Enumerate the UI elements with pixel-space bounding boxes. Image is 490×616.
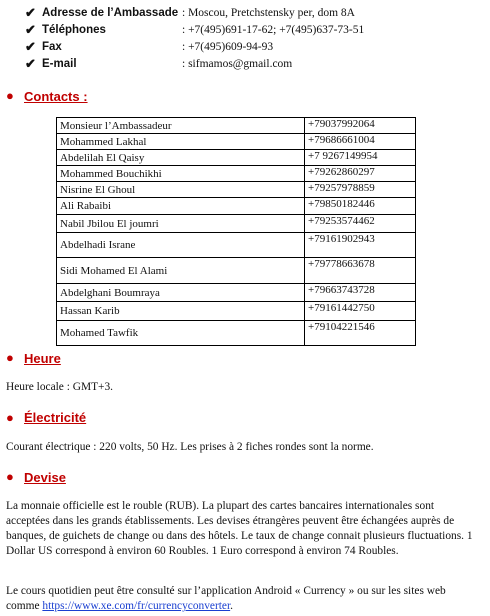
info-row-fax (25, 38, 273, 55)
info-row-address (25, 4, 355, 21)
electricite-heading: Électricité (24, 410, 87, 425)
contact-name: Abdelhadi Israne (57, 233, 305, 258)
currency-converter-link[interactable]: https://www.xe.com/fr/currencyconverter (42, 600, 231, 612)
table-row (57, 215, 416, 233)
table-row (57, 233, 416, 258)
info-row-phones (25, 21, 364, 38)
info-row-email (25, 55, 292, 72)
heure-heading: Heure (24, 351, 61, 366)
table-row (57, 150, 416, 166)
table-row (57, 198, 416, 215)
contact-name: Abdelilah El Qaisy (57, 150, 305, 166)
contact-phone: +79663743728 (305, 284, 416, 302)
contact-name: Sidi Mohamed El Alami (57, 258, 305, 284)
info-value: : +7(495)691-17-62; +7(495)637-73-51 (182, 23, 365, 36)
contact-name: Mohammed Bouchikhi (57, 166, 305, 182)
checkmark-icon: ✔ (25, 21, 36, 37)
contact-phone: +79262860297 (305, 166, 416, 182)
contact-name: Hassan Karib (57, 302, 305, 321)
devise-text-2-prefix: Le cours quotidien peut être consulté sur l’application Android « Currency » ou sur les sites web comme (6, 585, 446, 612)
electricite-text: Courant électrique : 220 volts, 50 Hz. Les prises à 2 fiches rondes sont la norme. (6, 441, 374, 453)
contact-phone: +79850182446 (305, 198, 416, 215)
bullet-icon: ● (6, 88, 14, 103)
contact-name: Ali Rabaibi (57, 198, 305, 215)
contact-phone: +79161902943 (305, 233, 416, 258)
contact-phone: +79253574462 (305, 215, 416, 233)
info-label: E-mail (42, 57, 77, 70)
heure-text: Heure locale : GMT+3. (6, 381, 114, 393)
table-row (57, 134, 416, 150)
contact-name: Abdelghani Boumraya (57, 284, 305, 302)
info-label: Téléphones (42, 23, 106, 36)
devise-text-2 (6, 584, 480, 614)
checkmark-icon: ✔ (25, 38, 36, 54)
table-row (57, 284, 416, 302)
table-row (57, 302, 416, 321)
checkmark-icon: ✔ (25, 4, 36, 20)
contact-phone: +79686661004 (305, 134, 416, 150)
contact-phone: +79257978859 (305, 182, 416, 198)
devise-text-2-suffix: . (230, 600, 234, 612)
checkmark-icon: ✔ (25, 55, 36, 71)
bullet-icon: ● (6, 469, 14, 484)
bullet-icon: ● (6, 350, 14, 365)
table-row (57, 118, 416, 134)
contact-name: Monsieur l’Ambassadeur (57, 118, 305, 134)
contact-phone: +79104221546 (305, 321, 416, 346)
table-row (57, 166, 416, 182)
info-value: : Moscou, Pretchstensky per, dom 8A (182, 6, 355, 19)
contact-phone: +7 9267149954 (305, 150, 416, 166)
table-row (57, 182, 416, 198)
contact-phone: +79778663678 (305, 258, 416, 284)
contacts-heading: Contacts : (24, 89, 88, 104)
info-label: Fax (42, 40, 62, 53)
contact-name: Mohammed Lakhal (57, 134, 305, 150)
contact-phone: +79161442750 (305, 302, 416, 321)
contact-name: Mohamed Tawfik (57, 321, 305, 346)
contact-name: Nisrine El Ghoul (57, 182, 305, 198)
table-row (57, 258, 416, 284)
devise-text: La monnaie officielle est le rouble (RUB). La plupart des cartes bancaires internationales sont acceptées dans les grands établissements. Les devises étrangères peuvent être échangées auprès de banques, de guichets de change ou dans des hôtels. Le taux de change connait plusieurs fluctuations. 1 Dollar US correspond à environ 60 Roubles. 1 Euro correspond à environ 74 Roubles. (6, 500, 473, 557)
info-label: Adresse de l’Ambassade (42, 6, 179, 19)
bullet-icon: ● (6, 410, 14, 425)
contact-name: Nabil Jbilou El joumri (57, 215, 305, 233)
contact-phone: +79037992064 (305, 118, 416, 134)
contacts-table (56, 117, 416, 346)
info-value: : +7(495)609-94-93 (182, 40, 274, 53)
devise-heading: Devise (24, 470, 66, 485)
table-row (57, 321, 416, 346)
info-value: : sifmamos@gmail.com (182, 57, 293, 70)
